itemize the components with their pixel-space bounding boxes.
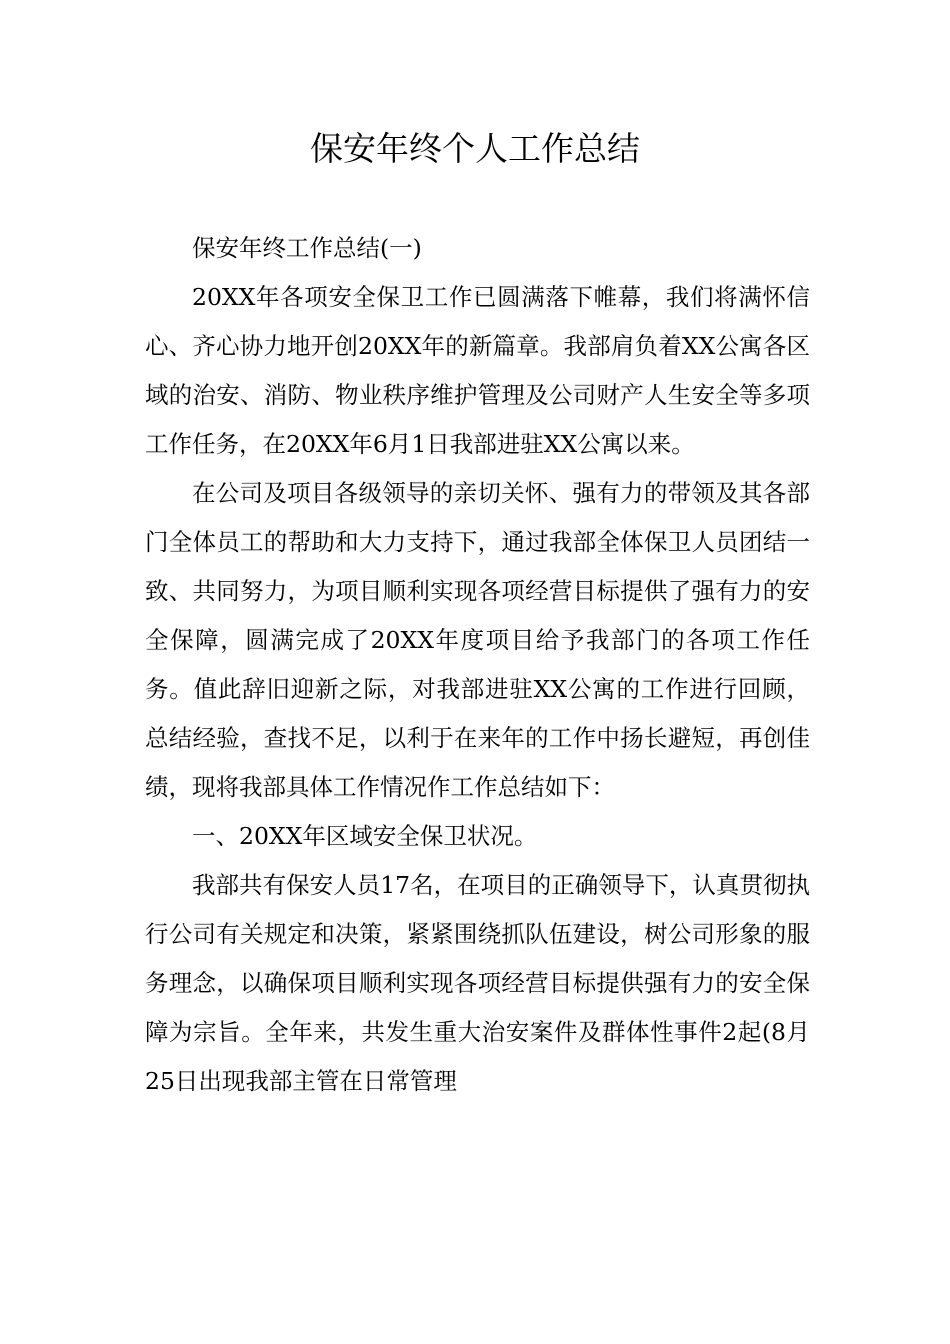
subsection-heading: 一、20XX年区域安全保卫状况。 [192, 822, 538, 850]
section-heading: 保安年终工作总结(一) [192, 234, 422, 262]
document-title: 保安年终个人工作总结 [310, 129, 640, 168]
paragraph: 我部共有保安人员17名，在项目的正确领导下，认真贯彻执行公司有关规定和决策，紧紧围绕抓队伍建设，树公司形象的服务理念，以确保项目顺利实现各项经营目标提供强有力的安全保障为宗旨。全年来，共发生重大治安案件及群体性事件2起(8月25日出现我部主管在日常管理 [145, 871, 810, 1095]
paragraph: 20XX年各项安全保卫工作已圆满落下帷幕，我们将满怀信心、齐心协力地开创20XX年的新篇章。我部肩负着XX公寓各区域的治安、消防、物业秩序维护管理及公司财产人生安全等多项工作任务，在20XX年6月1日我部进驻XX公寓以来。 [145, 283, 810, 458]
paragraph: 在公司及项目各级领导的亲切关怀、强有力的带领及其各部门全体员工的帮助和大力支持下，通过我部全体保卫人员团结一致、共同努力，为项目顺利实现各项经营目标提供了强有力的安全保障，圆满完成了20XX年度项目给予我部门的各项工作任务。值此辞旧迎新之际，对我部进驻XX公寓的工作进行回顾，总结经验，查找不足，以利于在来年的工作中扬长避短，再创佳绩，现将我部具体工作情况作工作总结如下： [145, 479, 810, 801]
document-body [145, 224, 810, 1106]
